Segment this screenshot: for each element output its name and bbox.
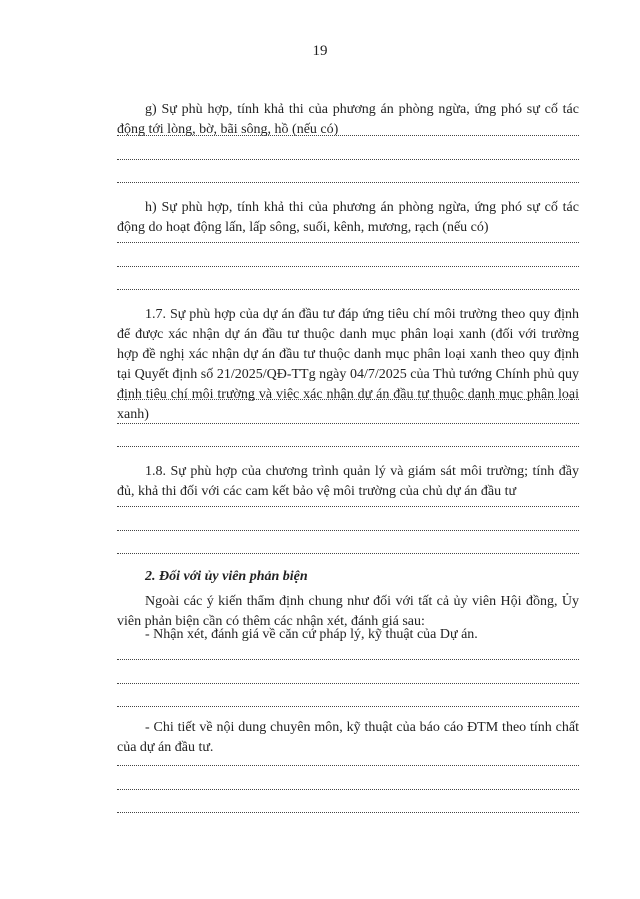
answer-line [117,158,579,160]
section-h [117,198,579,238]
answer-line [117,658,579,660]
section-2-heading: 2. Đối với ủy viên phản biện [145,569,308,584]
answer-line [117,181,579,183]
section-g-text: g) Sự phù hợp, tính khả thi của phương án phòng ngừa, ứng phó sự cố tác động tới lòng, bờ, bãi sông, hồ (nếu có) [117,102,579,137]
answer-line [117,529,579,531]
bullet-1-text: - Nhận xét, đánh giá về căn cứ pháp lý, kỹ thuật của Dự án. [145,627,478,642]
section-1-8-text: 1.8. Sự phù hợp của chương trình quản lý và giám sát môi trường; tính đầy đủ, khả thi đối với các cam kết bảo vệ môi trường của chủ dự án đầu tư [117,464,579,499]
answer-line [117,422,579,424]
bullet-1 [117,625,579,645]
answer-line [117,788,579,790]
answer-line [117,764,579,766]
answer-line [117,705,579,707]
answer-line [117,398,579,400]
section-1-7 [117,305,579,425]
answer-line [117,445,579,447]
answer-line [117,505,579,507]
answer-line [117,265,579,267]
section-h-text: h) Sự phù hợp, tính khả thi của phương án phòng ngừa, ứng phó sự cố tác động do hoạt động lấn, lấp sông, suối, kênh, mương, rạch (nếu có) [117,200,579,235]
section-2 [117,567,579,587]
section-1-8 [117,462,579,502]
section-2-intro-text: Ngoài các ý kiến thẩm định chung như đối với tất cả ủy viên Hội đồng, Ủy viên phản biện cần có thêm các nhận xét, đánh giá sau: [117,594,579,629]
page-number: 19 [312,43,328,59]
answer-line [117,241,579,243]
answer-line [117,811,579,813]
answer-line [117,552,579,554]
answer-line [117,288,579,290]
answer-line [117,682,579,684]
bullet-2 [117,718,579,758]
answer-line [117,134,579,136]
bullet-2-text: - Chi tiết về nội dung chuyên môn, kỹ thuật của báo cáo ĐTM theo tính chất của dự án đầu tư. [117,720,579,755]
section-1-7-text: 1.7. Sự phù hợp của dự án đầu tư đáp ứng tiêu chí môi trường theo quy định để được xác nhận dự án đầu tư thuộc danh mục phân loại xanh (đối với trường hợp đề nghị xác nhận dự án đầu tư thuộc danh mục phân loại xanh theo quy định tại Quyết định số 21/2025/QĐ-TTg ngày 04/7/2025 của Thủ tướng Chính phủ quy định tiêu chí môi trường và việc xác nhận dự án đầu tư thuộc danh mục phân loại xanh) [117,307,579,422]
